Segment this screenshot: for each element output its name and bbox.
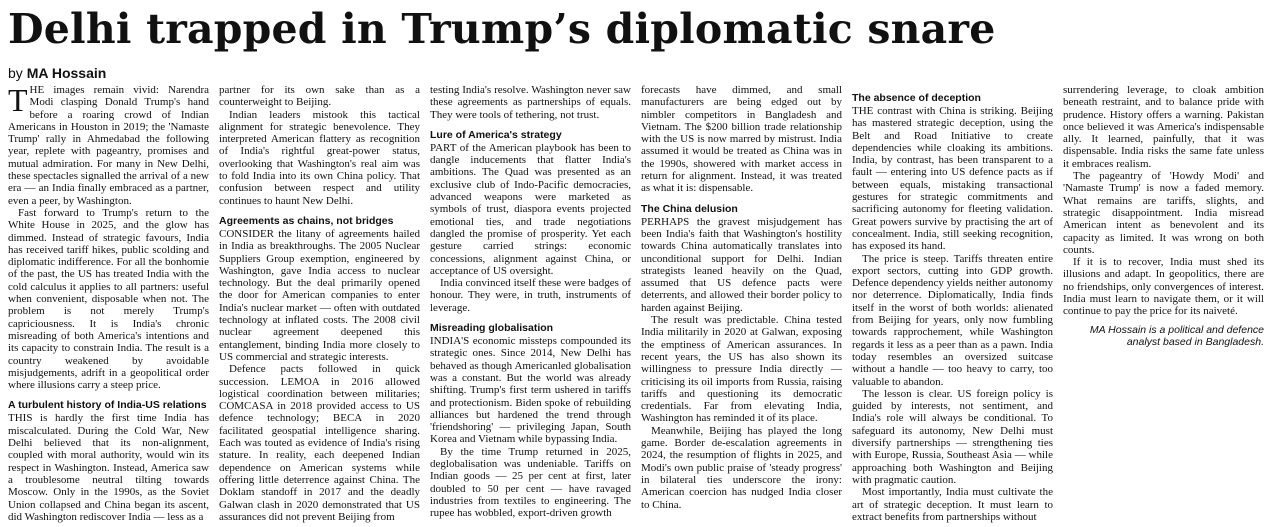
paragraph: India convinced itself these were badges of honour. They were, in truth, instruments of leverage. <box>430 277 631 314</box>
column-3 <box>430 84 631 524</box>
paragraph: Most importantly, India must cultivate the art of strategic deception. It must learn to extract benefits from partnerships without <box>852 486 1053 523</box>
section-heading: Agreements as chains, not bridges <box>219 214 394 227</box>
paragraph: The result was predictable. China tested India militarily in 2020 at Galwan, exposing the emptiness of American assurances. In recent years, the US has also shown its willingness to pressure India directly — criticising its oil imports from Russia, raising tariffs and questioning its democratic credentials. Far from elevating India, Washington has reminded it of its place. <box>641 314 842 425</box>
paragraph-continued: forecasts have dimmed, and small manufacturers are being edged out by nimbler competitors in Bangladesh and Vietnam. The $200 billion trade relationship with the US is now marred by mistrust. India assumed it would be treated as China was in the 1990s, showered with market access in return for alignment. Instead, it was treated as what it is: dispensable. <box>641 84 842 195</box>
column-4 <box>641 84 842 524</box>
paragraph-continued: partner for its own sake than as a counterweight to Beijing. <box>219 84 420 109</box>
column-5 <box>852 84 1053 524</box>
paragraph-continued: surrendering leverage, to cloak ambition beneath restraint, and to balance pride with prudence. History offers a warning. Pakistan once believed it was America's indispensable ally. It learned, painfully, that it was dispensable. India risks the same fate unless it embraces realism. <box>1063 84 1264 170</box>
column-1 <box>8 84 209 524</box>
drop-cap: T <box>8 84 28 118</box>
article-body <box>8 84 1270 524</box>
paragraph: If it is to recover, India must shed its illusions and adapt. In geopolitics, there are no friendships, only convergences of interest. India must learn to navigate them, or it will continue to pay the price for its naiveté. <box>1063 256 1264 318</box>
paragraph: The pageantry of 'Howdy Modi' and 'Namaste Trump' is now a faded memory. What remains are tariffs, slights, and strategic disappointment. India misread American intent as benevolent and its capacity as limited. It was wrong on both counts. <box>1063 170 1264 256</box>
section-heading: The China delusion <box>641 202 738 215</box>
paragraph <box>8 84 209 207</box>
byline <box>8 64 106 82</box>
paragraph: THIS is hardly the first time India has miscalculated. During the Cold War, New Delhi believed that its non-alignment, coupled with moral authority, would win its respect in Washington. Instead, America saw a troublesome neutral tilting towards Moscow. Only in the 1990s, as the Soviet Union collapsed and China began its ascent, did Washington rediscover India — less as a <box>8 412 209 523</box>
headline: Delhi trapped in Trump’s diplomatic snare <box>8 5 996 53</box>
paragraph: Meanwhile, Beijing has played the long game. Border de-escalation agreements in 2024, the resumption of flights in 2025, and Modi's own public praise of 'steady progress' in bilateral ties underscore the irony: American coercion has nudged India closer to China. <box>641 424 842 511</box>
column-6 <box>1063 84 1264 524</box>
paragraph: The lesson is clear. US foreign policy is guided by interests, not sentiment, and India's role will always be conditional. To safeguard its autonomy, New Delhi must diversify partnerships — strengthening ties with Europe, Russia, Southeast Asia — while approaching both Washington and Beijing with pragmatic caution. <box>852 387 1053 486</box>
column-2 <box>219 84 420 524</box>
paragraph: Indian leaders mistook this tactical alignment for strategic benevolence. They interpreted American flattery as recognition of India's rightful great-power status, overlooking that Washington's real aim was to fold India into its own China policy. That confusion between respect and utility continues to haunt New Delhi. <box>219 108 420 207</box>
paragraph: By the time Trump returned in 2025, deglobalisation was undeniable. Tariffs on Indian goods — 25 per cent at first, later doubled to 50 per cent — have ravaged industries from textiles to engineering. The rupee has wobbled, export-driven growth <box>430 445 631 520</box>
paragraph: PART of the American playbook has been to dangle inducements that flatter India's ambitions. The Quad was presented as an exclusive club of Indo-Pacific democracies, advanced weapons were marketed as symbols of trust, diaspora events projected emotional ties, and trade negotiations dangled the promise of prosperity. Yet each gesture carried strings: economic concessions, alignment against China, or acceptance of US oversight. <box>430 141 631 277</box>
paragraph: Fast forward to Trump's return to the White House in 2025, and the glow has dimmed. Instead of strategic favours, India has received tariff hikes, public scolding and diplomatic indifference. For all the bonhomie of the past, the US has treated India with the cold calculus it applies to all partners: useful when convenient, disposable when not. The problem is not merely Trump's capriciousness. It is India's chronic misreading of both America's intentions and its capacity to constrain India. The result is a country weakened by avoidable misjudgements, adrift in a geopolitical order where illusions carry a steep price. <box>8 206 209 392</box>
section-heading: Lure of America's strategy <box>430 128 562 141</box>
paragraph: CONSIDER the litany of agreements hailed in India as breakthroughs. The 2005 Nuclear Suppliers Group exemption, engineered by Washington, gave India access to nuclear technology. But the deal primarily opened the door for American companies to enter India's nuclear market — often with outdated technology at inflated costs. The 2008 civil nuclear agreement deepened this entanglement, binding India more closely to US commercial and strategic interests. <box>219 227 420 363</box>
paragraph-continued: testing India's resolve. Washington never saw these agreements as partnerships of equals. They were tools of tethering, not trust. <box>430 84 631 121</box>
paragraph: PERHAPS the gravest misjudgement has been India's faith that Washington's hostility towards China automatically translates into unconditional support for Delhi. Indian strategists leaned heavily on the Quad, assumed that US defence pacts were deterrents, and allowed their border policy to harden against Beijing. <box>641 215 842 314</box>
author-bio: MA Hossain is a political and defence analyst based in Bangladesh. <box>1089 323 1264 348</box>
paragraph: Defence pacts followed in quick succession. LEMOA in 2016 allowed logistical coordination between militaries; COMCASA in 2018 provided access to US defence technology; BECA in 2020 facilitated geospatial intelligence sharing. Each was touted as evidence of India's rising stature. In reality, each deepened Indian dependence on American systems while offering little deterrence against China. The Doklam standoff in 2017 and the deadly Galwan clash in 2020 demonstrated that US assurances did not prevent Beijing from <box>219 363 420 523</box>
section-heading: A turbulent history of India-US relations <box>8 399 207 412</box>
author-name: MA Hossain <box>26 65 107 81</box>
paragraph-text: HE images remain vivid: Narendra Modi clasping Donald Trump's hand before a roaring crowd of Indian Americans in Houston in 2019; the 'Namaste Trump' rally in Ahmedabad the following year, replete with pageantry, promises and mutual admiration. For many in New Delhi, these spectacles signalled the arrival of a new era — an India finally embraced as a partner, even a peer, by Washington. <box>8 84 209 207</box>
paragraph: INDIA'S economic missteps compounded its strategic ones. Since 2014, New Delhi has behaved as though Americanled globalisation was a constant. But the world was already shifting. Trump's first term ushered in tariffs and protectionism. Biden spoke of rebuilding alliances but hardened the trend through 'friendshoring' — privileging Japan, South Korea and Vietnam while bypassing India. <box>430 335 631 446</box>
paragraph: THE contrast with China is striking. Beijing has mastered strategic deception, using the Belt and Road Initiative to create dependencies while cloaking its ambitions. India, by contrast, has been transparent to a fault — entering into US defence pacts as if between equals, mistaking transactional gestures for strategic commitments and sacrificing autonomy for fleeting validation. Great powers survive by practising the art of concealment. India, still seeking recognition, has exposed its hand. <box>852 105 1053 253</box>
paragraph: The price is steep. Tariffs threaten entire export sectors, cutting into GDP growth. Defence dependency yields neither autonomy nor deterrence. Diplomatically, India finds itself in the worst of both worlds: alienated from Beijing for years, only now fumbling towards rapprochement, while Washington regards it less as a peer than as a pawn. India today resembles an oversized suitcase without a handle — too heavy to carry, too valuable to abandon. <box>852 252 1053 388</box>
section-heading: Misreading globalisation <box>430 322 554 335</box>
byline-prefix: by <box>8 65 27 81</box>
section-heading: The absence of deception <box>852 92 981 104</box>
